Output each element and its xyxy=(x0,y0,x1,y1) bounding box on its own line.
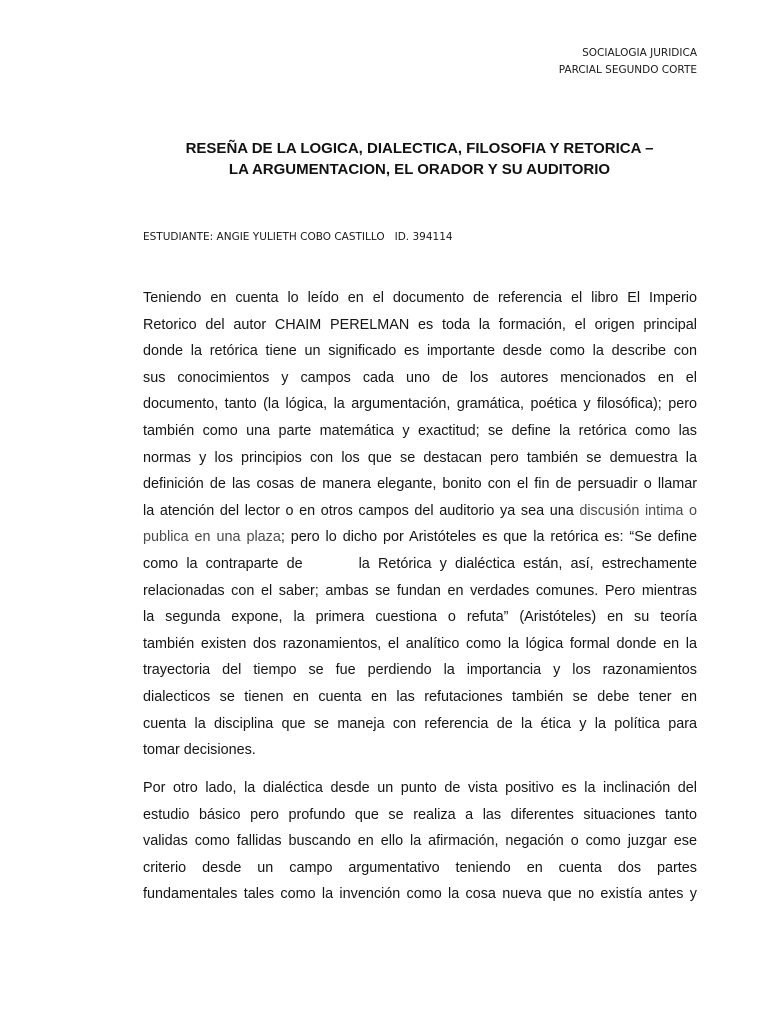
paragraph-line: también como una parte matemática y exactitud; se define la retórica como las xyxy=(143,422,697,439)
line-text: la atención del lector o en otros campos del auditorio ya sea una xyxy=(143,502,580,519)
paragraph-line: documento, tanto (la lógica, la argumentación, gramática, poética y filosófica); pero xyxy=(143,396,697,413)
line-text: ; pero lo dicho por Aristóteles es que la retórica es: “Se define xyxy=(280,529,697,546)
hyperlink-text[interactable]: publica en una plaza xyxy=(143,529,281,546)
paragraph-line: definición de las cosas de manera elegante, bonito con el fin de persuadir o llamar xyxy=(143,476,697,493)
line-text: la Retórica y dialéctica están, así, estrechamente xyxy=(358,555,697,572)
paragraph-line: fundamentales tales como la invención como la cosa nueva que no existía antes y xyxy=(143,886,697,903)
paragraph-line: validas como fallidas buscando en ello la afirmación, negación o como juzgar ese xyxy=(143,833,697,850)
paragraph-line: Retorico del autor CHAIM PERELMAN es toda la formación, el origen principal xyxy=(143,316,697,333)
paragraph-line: también existen dos razonamientos, el analítico como la lógica formal donde en la xyxy=(143,635,697,652)
header-course: SOCIALOGIA JURIDICA xyxy=(582,47,697,59)
paragraph-line: la segunda expone, la primera cuestiona o refuta” (Aristóteles) en su teoría xyxy=(143,609,697,626)
paragraph-line: donde la retórica tiene un significado es importante desde como la describe con xyxy=(143,343,697,360)
title-line-2: LA ARGUMENTACION, EL ORADOR Y SU AUDITORIO xyxy=(228,161,611,178)
paragraph-line: trayectoria del tiempo se fue perdiendo la importancia y los razonamientos xyxy=(143,662,697,679)
document-title xyxy=(143,138,696,180)
paragraph-line xyxy=(143,551,697,578)
paragraph-line: estudio básico pero profundo que se realiza a las diferentes situaciones tanto xyxy=(143,806,697,823)
paragraph-line: Teniendo en cuenta lo leído en el documento de referencia el libro El Imperio xyxy=(143,290,697,306)
paragraph-line: sus conocimientos y campos cada uno de los autores mencionados en el xyxy=(143,369,697,386)
paragraph-line: normas y los principios con los que se destacan pero también se demuestra la xyxy=(143,449,697,466)
paragraph-2 xyxy=(143,775,697,908)
paragraph-line: dialecticos se tienen en cuenta en las refutaciones también se debe tener en xyxy=(143,688,697,705)
paragraph-line: cuenta la disciplina que se maneja con referencia de la ética y la política para xyxy=(143,715,697,732)
line-text: como la contraparte de xyxy=(143,555,303,572)
student-info: ESTUDIANTE: ANGIE YULIETH COBO CASTILLO ID. 394114 xyxy=(143,231,453,243)
title-line-1: RESEÑA DE LA LOGICA, DIALECTICA, FILOSOFIA Y RETORICA – xyxy=(185,140,654,157)
hyperlink-text[interactable]: discusión intima o xyxy=(579,502,697,519)
paragraph-line: relacionadas con el saber; ambas se fundan en verdades comunes. Pero mientras xyxy=(143,582,697,599)
paragraph-line xyxy=(143,524,697,551)
paragraph-line: criterio desde un campo argumentativo teniendo en cuenta dos partes xyxy=(143,859,697,876)
paragraph-line: Por otro lado, la dialéctica desde un punto de vista positivo es la inclinación del xyxy=(143,780,697,796)
header-exam: PARCIAL SEGUNDO CORTE xyxy=(558,64,697,76)
document-header xyxy=(559,45,697,79)
paragraph-line: tomar decisiones. xyxy=(143,742,256,759)
paragraph-line xyxy=(143,498,697,525)
paragraph-1 xyxy=(143,285,697,764)
